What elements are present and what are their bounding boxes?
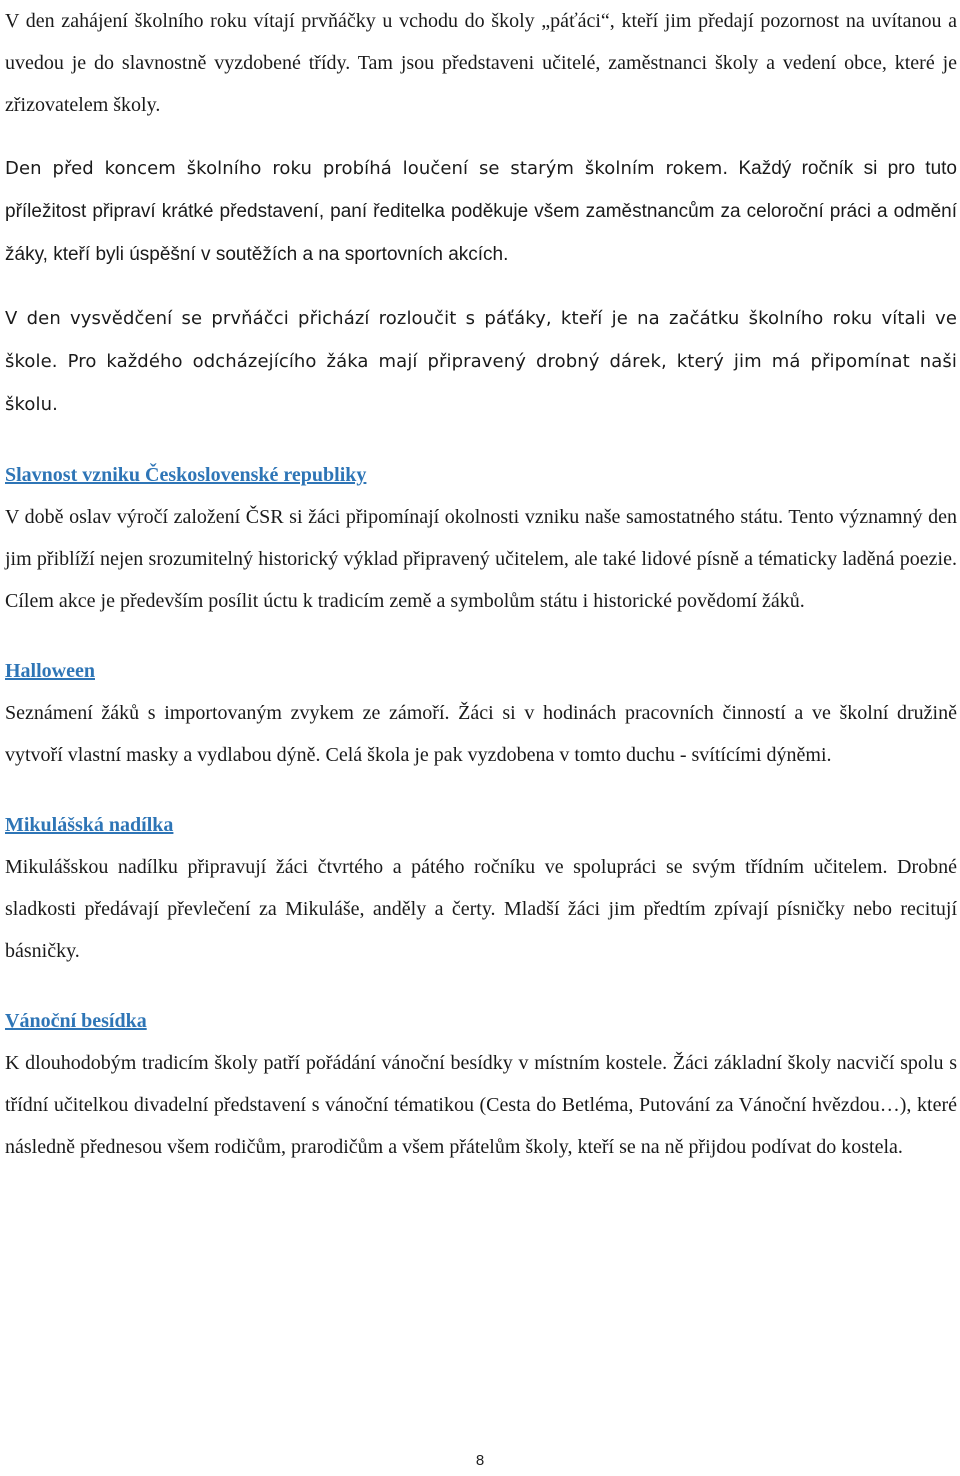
intro-paragraph-2-body: Každý ročník si pro tuto příležitost připraví krátké představení, paní ředitelka poděkuje všem zaměstnancům za celoroční práci a odmění žáky, kteří byli úspěšní v soutěžích a na sportovních akcích. bbox=[5, 158, 957, 265]
section-csr bbox=[5, 454, 957, 622]
section-text: V době oslav výročí založení ČSR si žáci připomínají okolnosti vzniku naše samostatného státu. Tento významný den jim přiblíží nejen srozumitelný historický výklad připravený učitelem, ale také lidové písně a tématicky laděná poezie. Cílem akce je především posílit úctu k tradicím země a symbolům státu i historické povědomí žáků. bbox=[5, 506, 957, 612]
intro-paragraph-3 bbox=[5, 297, 957, 426]
page-number: 8 bbox=[475, 1452, 485, 1469]
section-text: Mikulášskou nadílku připravují žáci čtvrtého a pátého ročníku ve spolupráci se svým třídním učitelem. Drobné sladkosti předávají převlečení za Mikuláše, anděly a čerty. Mladší žáci jim předtím zpívají písničky nebo recitují básničky. bbox=[5, 856, 957, 962]
section-text: Seznámení žáků s importovaným zvykem ze zámoří. Žáci si v hodinách pracovních činností a ve školní družině vytvoří vlastní masky a vydlabou dýně. Celá škola je pak vyzdobena v tomto duchu - svítícími dýněmi. bbox=[5, 702, 957, 766]
document-page bbox=[5, 0, 957, 1168]
intro-paragraph-2 bbox=[5, 147, 957, 276]
intro-paragraph-3-body: Pro každého odcházejícího žáka mají připravený drobný dárek, který jim má připomínat naši školu. bbox=[5, 351, 957, 415]
section-vanoce bbox=[5, 1000, 957, 1168]
intro-paragraph-3-lead: V den vysvědčení se prvňáčci přichází rozloučit s páťáky, kteří je na začátku školního roku vítali ve škole. bbox=[5, 308, 957, 372]
section-text: K dlouhodobým tradicím školy patří pořádání vánoční besídky v místním kostele. Žáci základní školy nacvičí spolu s třídní učitelkou divadelní představení s vánoční tématikou (Cesta do Betléma, Putování za Vánoční hvězdou…), které následně přednesou všem rodičům, prarodičům a všem přátelům školy, kteří se na ně přijdou podívat do kostela. bbox=[5, 1052, 957, 1158]
intro-paragraph-2-lead: Den před koncem školního roku probíhá loučení se starým školním rokem. bbox=[5, 158, 729, 179]
section-heading: Halloween bbox=[5, 660, 95, 682]
section-mikulas bbox=[5, 804, 957, 972]
section-heading: Mikulášská nadílka bbox=[5, 814, 174, 836]
section-halloween bbox=[5, 650, 957, 776]
intro-paragraph-1: V den zahájení školního roku vítají prvňáčky u vchodu do školy „páťáci“, kteří jim předají pozornost na uvítanou a uvedou je do slavnostně vyzdobené třídy. Tam jsou představeni učitelé, zaměstnanci školy a vedení obce, které je zřizovatelem školy. bbox=[5, 10, 957, 116]
section-heading: Slavnost vzniku Československé republiky bbox=[5, 464, 367, 486]
section-heading: Vánoční besídka bbox=[5, 1010, 147, 1032]
